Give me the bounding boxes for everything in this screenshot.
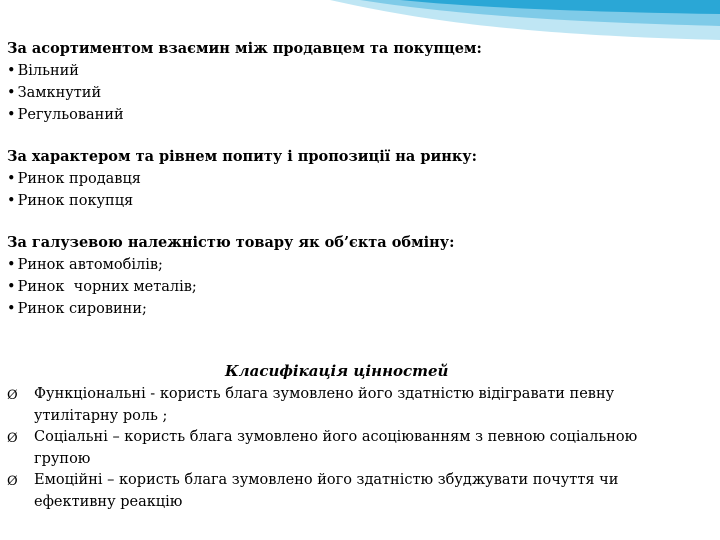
list-item: Ø Функціональні - користь блага зумовлено його здатністю відігравати певну утилітарну роль ; [7,386,615,424]
bullet-icon: • [7,171,16,187]
bullet-icon: • [7,63,16,79]
list-item: Ø Соціальні – користь блага зумовлено його асоціюванням з певною соціальною групою [7,429,638,467]
section-demand-supply [7,146,477,212]
section-heading: За галузевою належністю товару як об’єкта обміну: [7,234,455,251]
list-item: • Ринок покупця [7,193,134,209]
bullet-icon: • [7,279,16,295]
bullet-icon: • [7,107,16,123]
bullet-icon: • [7,301,16,317]
bullet-icon: • [7,193,16,209]
arrow-bullet-icon: Ø [7,474,18,489]
list-item: • Замкнутий [7,85,102,101]
arrow-bullet-icon: Ø [7,388,18,403]
section-industry [7,232,454,320]
bullet-icon: • [7,85,16,101]
list-item: • Ринок автомобілів; [7,257,163,273]
section-heading: За асортиментом взаємин між продавцем та покупцем: [7,40,482,57]
list-item: • Ринок чорних металів; [7,279,197,295]
section-assortment [7,38,482,126]
section-heading: За характером та рівнем попиту і пропозиції на ринку: [7,148,477,165]
arrow-bullet-icon: Ø [7,431,18,446]
classification-list [7,384,697,513]
list-item: • Ринок продавця [7,171,141,187]
bullet-icon: • [7,257,16,273]
classification-title: Класифікація цінностей [225,362,449,380]
list-item: • Вільний [7,63,79,79]
list-item: • Ринок сировини; [7,301,147,317]
list-item: • Регульований [7,107,124,123]
list-item: Ø Емоційні – користь блага зумовлено його здатністю збуджувати почуття чи ефективну реакцію [7,472,619,510]
